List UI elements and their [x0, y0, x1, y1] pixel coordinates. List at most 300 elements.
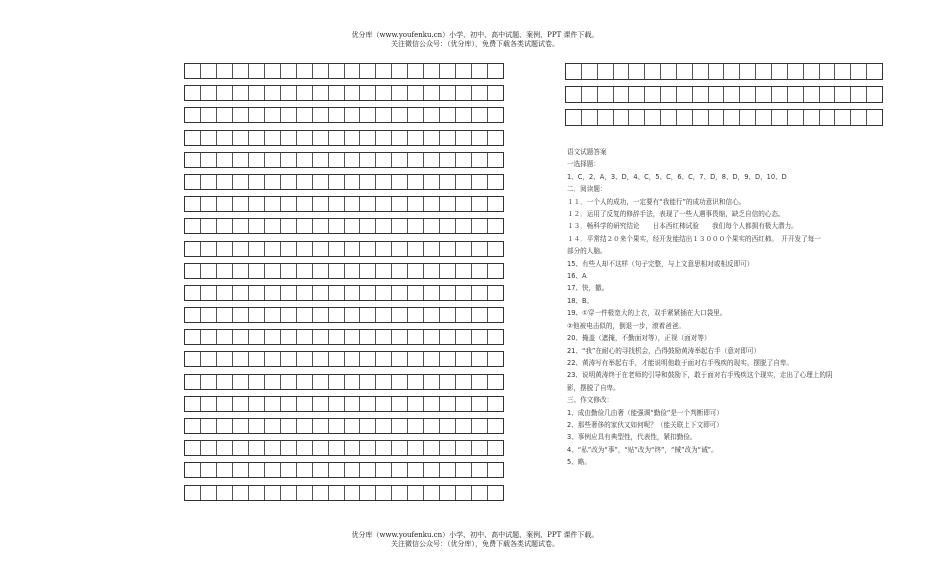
grid-cell — [233, 375, 249, 389]
grid-cell — [313, 64, 329, 78]
grid-cell — [329, 264, 345, 278]
grid-row — [184, 440, 504, 456]
grid-cell — [265, 131, 281, 145]
grid-cell — [472, 330, 488, 344]
grid-cell — [424, 131, 440, 145]
grid-row — [184, 107, 504, 123]
grid-cell — [201, 86, 217, 100]
grid-cell — [249, 286, 265, 300]
grid-cell — [851, 87, 867, 102]
grid-cell — [297, 397, 313, 411]
grid-cell — [456, 153, 472, 167]
grid-cell — [740, 110, 756, 125]
grid-cell — [472, 197, 488, 211]
grid-cell — [408, 352, 424, 366]
grid-cell — [217, 197, 233, 211]
grid-cell — [772, 64, 788, 79]
grid-cell — [488, 153, 503, 167]
grid-cell — [329, 219, 345, 233]
writing-grid-left — [184, 63, 504, 507]
grid-cell — [249, 441, 265, 455]
grid-cell — [281, 153, 297, 167]
grid-cell — [472, 264, 488, 278]
grid-cell — [313, 86, 329, 100]
grid-cell — [424, 86, 440, 100]
grid-cell — [265, 375, 281, 389]
grid-cell — [408, 308, 424, 322]
grid-cell — [217, 86, 233, 100]
grid-row — [184, 174, 504, 190]
grid-cell — [456, 242, 472, 256]
grid-cell — [185, 131, 201, 145]
grid-cell — [201, 352, 217, 366]
grid-cell — [582, 87, 598, 102]
grid-cell — [820, 64, 836, 79]
page-footer — [0, 531, 950, 549]
grid-cell — [185, 375, 201, 389]
grid-cell — [249, 330, 265, 344]
grid-cell — [424, 286, 440, 300]
grid-row — [184, 63, 504, 79]
grid-cell — [472, 86, 488, 100]
grid-cell — [313, 219, 329, 233]
grid-cell — [233, 153, 249, 167]
grid-cell — [456, 486, 472, 500]
grid-cell — [376, 64, 392, 78]
grid-cell — [233, 242, 249, 256]
grid-cell — [472, 153, 488, 167]
grid-cell — [281, 397, 297, 411]
grid-cell — [313, 153, 329, 167]
grid-cell — [440, 175, 456, 189]
grid-cell — [392, 330, 408, 344]
grid-cell — [360, 308, 376, 322]
grid-cell — [345, 86, 361, 100]
grid-cell — [297, 153, 313, 167]
grid-cell — [217, 153, 233, 167]
grid-cell — [488, 486, 503, 500]
grid-cell — [329, 153, 345, 167]
grid-cell — [614, 87, 630, 102]
grid-cell — [265, 264, 281, 278]
grid-cell — [472, 463, 488, 477]
grid-cell — [185, 197, 201, 211]
grid-cell — [281, 131, 297, 145]
grid-cell — [265, 308, 281, 322]
grid-cell — [424, 375, 440, 389]
grid-cell — [424, 242, 440, 256]
grid-cell — [360, 286, 376, 300]
grid-cell — [488, 86, 503, 100]
grid-cell — [281, 486, 297, 500]
grid-cell — [233, 108, 249, 122]
grid-cell — [201, 286, 217, 300]
grid-cell — [408, 286, 424, 300]
grid-cell — [249, 375, 265, 389]
grid-cell — [329, 197, 345, 211]
grid-cell — [408, 64, 424, 78]
grid-cell — [185, 352, 201, 366]
grid-cell — [265, 397, 281, 411]
grid-cell — [345, 330, 361, 344]
grid-cell — [233, 330, 249, 344]
grid-cell — [408, 86, 424, 100]
grid-cell — [233, 131, 249, 145]
grid-cell — [345, 219, 361, 233]
grid-cell — [804, 110, 820, 125]
grid-cell — [217, 131, 233, 145]
grid-cell — [329, 397, 345, 411]
grid-cell — [297, 219, 313, 233]
grid-cell — [614, 64, 630, 79]
grid-row — [184, 329, 504, 345]
grid-cell — [329, 108, 345, 122]
grid-cell — [345, 286, 361, 300]
writing-grid-right — [565, 63, 883, 132]
grid-cell — [456, 419, 472, 433]
grid-cell — [185, 86, 201, 100]
answer-line: 部分的人脑。 — [567, 247, 607, 256]
grid-cell — [376, 486, 392, 500]
grid-cell — [265, 153, 281, 167]
grid-cell — [345, 64, 361, 78]
grid-cell — [297, 264, 313, 278]
grid-cell — [281, 242, 297, 256]
grid-cell — [249, 175, 265, 189]
grid-cell — [392, 197, 408, 211]
grid-cell — [360, 153, 376, 167]
grid-cell — [472, 375, 488, 389]
grid-cell — [456, 397, 472, 411]
grid-cell — [376, 219, 392, 233]
grid-cell — [185, 264, 201, 278]
grid-cell — [629, 110, 645, 125]
grid-cell — [376, 197, 392, 211]
grid-cell — [598, 87, 614, 102]
grid-cell — [265, 441, 281, 455]
grid-cell — [329, 486, 345, 500]
answer-line: １４．平常结２０来个果实，经开发能结出１３０００个果实的西红柿。 开开发了每一 — [567, 234, 821, 243]
answer-line: 3、事例应具有典型性，代表性，紧扣勤俭。 — [567, 433, 697, 442]
grid-cell — [201, 219, 217, 233]
grid-row — [184, 241, 504, 257]
grid-cell — [297, 375, 313, 389]
grid-cell — [329, 375, 345, 389]
grid-cell — [185, 108, 201, 122]
grid-cell — [217, 419, 233, 433]
answer-line: 20、掩盖（遮掩，不勤面对等），正视（面对等） — [567, 334, 711, 343]
grid-cell — [201, 463, 217, 477]
grid-cell — [488, 286, 503, 300]
grid-cell — [472, 175, 488, 189]
grid-cell — [217, 441, 233, 455]
grid-cell — [376, 419, 392, 433]
grid-cell — [217, 375, 233, 389]
grid-cell — [677, 64, 693, 79]
grid-cell — [424, 486, 440, 500]
grid-cell — [360, 352, 376, 366]
grid-cell — [265, 286, 281, 300]
grid-cell — [392, 397, 408, 411]
grid-cell — [233, 352, 249, 366]
grid-cell — [693, 110, 709, 125]
answer-line: 16、A — [567, 272, 587, 281]
footer-line-2: 关注微信公众号：（优分库），免费下载各类试题试卷。 — [391, 540, 559, 548]
answer-section — [567, 146, 897, 469]
grid-cell — [424, 175, 440, 189]
grid-row — [184, 196, 504, 212]
grid-cell — [297, 197, 313, 211]
grid-cell — [456, 64, 472, 78]
grid-cell — [217, 242, 233, 256]
grid-cell — [249, 131, 265, 145]
grid-cell — [867, 87, 882, 102]
grid-cell — [408, 131, 424, 145]
grid-cell — [297, 441, 313, 455]
grid-cell — [440, 64, 456, 78]
grid-cell — [281, 64, 297, 78]
grid-cell — [440, 441, 456, 455]
grid-cell — [472, 219, 488, 233]
grid-cell — [376, 308, 392, 322]
grid-cell — [360, 219, 376, 233]
grid-cell — [345, 419, 361, 433]
grid-cell — [297, 308, 313, 322]
grid-cell — [329, 286, 345, 300]
grid-cell — [345, 242, 361, 256]
grid-cell — [360, 330, 376, 344]
grid-cell — [376, 108, 392, 122]
answer-line: １１．一个人的成功，一定要有“我能行”的成功意识和信心。 — [567, 197, 746, 206]
grid-cell — [297, 352, 313, 366]
grid-row — [184, 130, 504, 146]
grid-cell — [313, 264, 329, 278]
grid-cell — [456, 352, 472, 366]
grid-cell — [472, 242, 488, 256]
grid-cell — [217, 463, 233, 477]
grid-cell — [217, 108, 233, 122]
grid-cell — [804, 64, 820, 79]
grid-cell — [297, 175, 313, 189]
grid-cell — [185, 175, 201, 189]
grid-cell — [709, 110, 725, 125]
grid-cell — [360, 242, 376, 256]
grid-cell — [408, 153, 424, 167]
grid-cell — [392, 352, 408, 366]
grid-cell — [424, 308, 440, 322]
grid-cell — [233, 486, 249, 500]
grid-cell — [329, 330, 345, 344]
grid-cell — [804, 87, 820, 102]
grid-cell — [440, 308, 456, 322]
grid-cell — [345, 308, 361, 322]
grid-cell — [440, 153, 456, 167]
grid-cell — [709, 64, 725, 79]
grid-cell — [249, 352, 265, 366]
grid-cell — [217, 64, 233, 78]
grid-cell — [345, 153, 361, 167]
grid-cell — [440, 264, 456, 278]
grid-cell — [249, 86, 265, 100]
grid-row — [184, 418, 504, 434]
grid-cell — [408, 197, 424, 211]
grid-cell — [614, 110, 630, 125]
grid-cell — [297, 419, 313, 433]
grid-cell — [217, 308, 233, 322]
grid-cell — [217, 286, 233, 300]
grid-cell — [297, 286, 313, 300]
grid-row — [565, 86, 883, 103]
grid-cell — [313, 486, 329, 500]
answer-line: 15、有些人却不这样（句子完整，与上文意思相对或相反即可） — [567, 259, 754, 268]
grid-cell — [376, 242, 392, 256]
grid-cell — [392, 64, 408, 78]
grid-cell — [629, 64, 645, 79]
grid-cell — [281, 286, 297, 300]
grid-row — [184, 351, 504, 367]
header-line-2: 关注微信公众号：（优分库），免费下载各类试题试卷。 — [391, 40, 559, 48]
grid-cell — [488, 330, 503, 344]
grid-cell — [376, 86, 392, 100]
grid-cell — [249, 108, 265, 122]
grid-cell — [233, 175, 249, 189]
grid-cell — [185, 441, 201, 455]
grid-cell — [281, 419, 297, 433]
grid-cell — [345, 197, 361, 211]
grid-cell — [185, 486, 201, 500]
grid-cell — [329, 242, 345, 256]
grid-cell — [440, 219, 456, 233]
grid-cell — [329, 86, 345, 100]
grid-cell — [424, 330, 440, 344]
grid-cell — [249, 242, 265, 256]
grid-cell — [835, 110, 851, 125]
grid-cell — [265, 463, 281, 477]
grid-cell — [440, 463, 456, 477]
grid-cell — [488, 352, 503, 366]
grid-cell — [201, 397, 217, 411]
grid-cell — [424, 153, 440, 167]
grid-cell — [488, 64, 503, 78]
grid-cell — [281, 463, 297, 477]
grid-cell — [788, 64, 804, 79]
grid-cell — [472, 419, 488, 433]
grid-cell — [249, 308, 265, 322]
grid-cell — [392, 153, 408, 167]
grid-cell — [424, 419, 440, 433]
grid-cell — [392, 486, 408, 500]
grid-row — [184, 263, 504, 279]
grid-cell — [281, 375, 297, 389]
grid-cell — [313, 175, 329, 189]
grid-cell — [297, 131, 313, 145]
grid-cell — [249, 419, 265, 433]
grid-cell — [233, 197, 249, 211]
grid-cell — [645, 64, 661, 79]
grid-cell — [488, 375, 503, 389]
grid-cell — [345, 397, 361, 411]
grid-cell — [249, 153, 265, 167]
grid-cell — [201, 308, 217, 322]
grid-cell — [345, 264, 361, 278]
grid-cell — [297, 86, 313, 100]
grid-cell — [582, 64, 598, 79]
answer-line: 22、黄涛写有举起右手，才能说明他敢于面对右手残疾的现实，摆脱了自卑。 — [567, 358, 793, 367]
grid-cell — [201, 197, 217, 211]
grid-cell — [313, 131, 329, 145]
grid-cell — [472, 64, 488, 78]
grid-cell — [217, 175, 233, 189]
grid-cell — [772, 87, 788, 102]
grid-cell — [201, 419, 217, 433]
grid-cell — [345, 131, 361, 145]
grid-cell — [201, 242, 217, 256]
grid-cell — [249, 486, 265, 500]
grid-cell — [265, 219, 281, 233]
grid-cell — [201, 375, 217, 389]
grid-cell — [456, 108, 472, 122]
grid-cell — [329, 175, 345, 189]
grid-row — [184, 374, 504, 390]
grid-cell — [677, 110, 693, 125]
grid-cell — [488, 397, 503, 411]
grid-cell — [313, 286, 329, 300]
grid-cell — [456, 219, 472, 233]
grid-cell — [724, 64, 740, 79]
grid-cell — [598, 64, 614, 79]
answer-line: 4、“私”改为“事”，“贴”改为“终”，“械”改为“诫”。 — [567, 445, 718, 454]
grid-cell — [217, 486, 233, 500]
grid-cell — [265, 352, 281, 366]
grid-cell — [488, 242, 503, 256]
grid-cell — [408, 108, 424, 122]
grid-cell — [265, 242, 281, 256]
answer-line: 18、B。 — [567, 296, 594, 305]
grid-cell — [472, 486, 488, 500]
grid-cell — [376, 286, 392, 300]
grid-cell — [645, 110, 661, 125]
grid-cell — [185, 153, 201, 167]
grid-cell — [456, 330, 472, 344]
grid-cell — [835, 87, 851, 102]
grid-cell — [360, 375, 376, 389]
grid-cell — [217, 330, 233, 344]
grid-cell — [693, 64, 709, 79]
grid-cell — [456, 375, 472, 389]
grid-cell — [566, 110, 582, 125]
grid-cell — [265, 175, 281, 189]
grid-cell — [313, 330, 329, 344]
grid-cell — [360, 131, 376, 145]
grid-cell — [376, 463, 392, 477]
grid-cell — [392, 108, 408, 122]
grid-cell — [329, 131, 345, 145]
grid-cell — [201, 153, 217, 167]
grid-cell — [392, 419, 408, 433]
grid-cell — [313, 463, 329, 477]
grid-cell — [408, 375, 424, 389]
grid-row — [184, 462, 504, 478]
grid-cell — [408, 219, 424, 233]
grid-cell — [472, 286, 488, 300]
grid-cell — [488, 175, 503, 189]
grid-cell — [456, 175, 472, 189]
grid-cell — [201, 64, 217, 78]
grid-cell — [440, 397, 456, 411]
grid-cell — [472, 108, 488, 122]
grid-cell — [424, 64, 440, 78]
grid-cell — [297, 108, 313, 122]
